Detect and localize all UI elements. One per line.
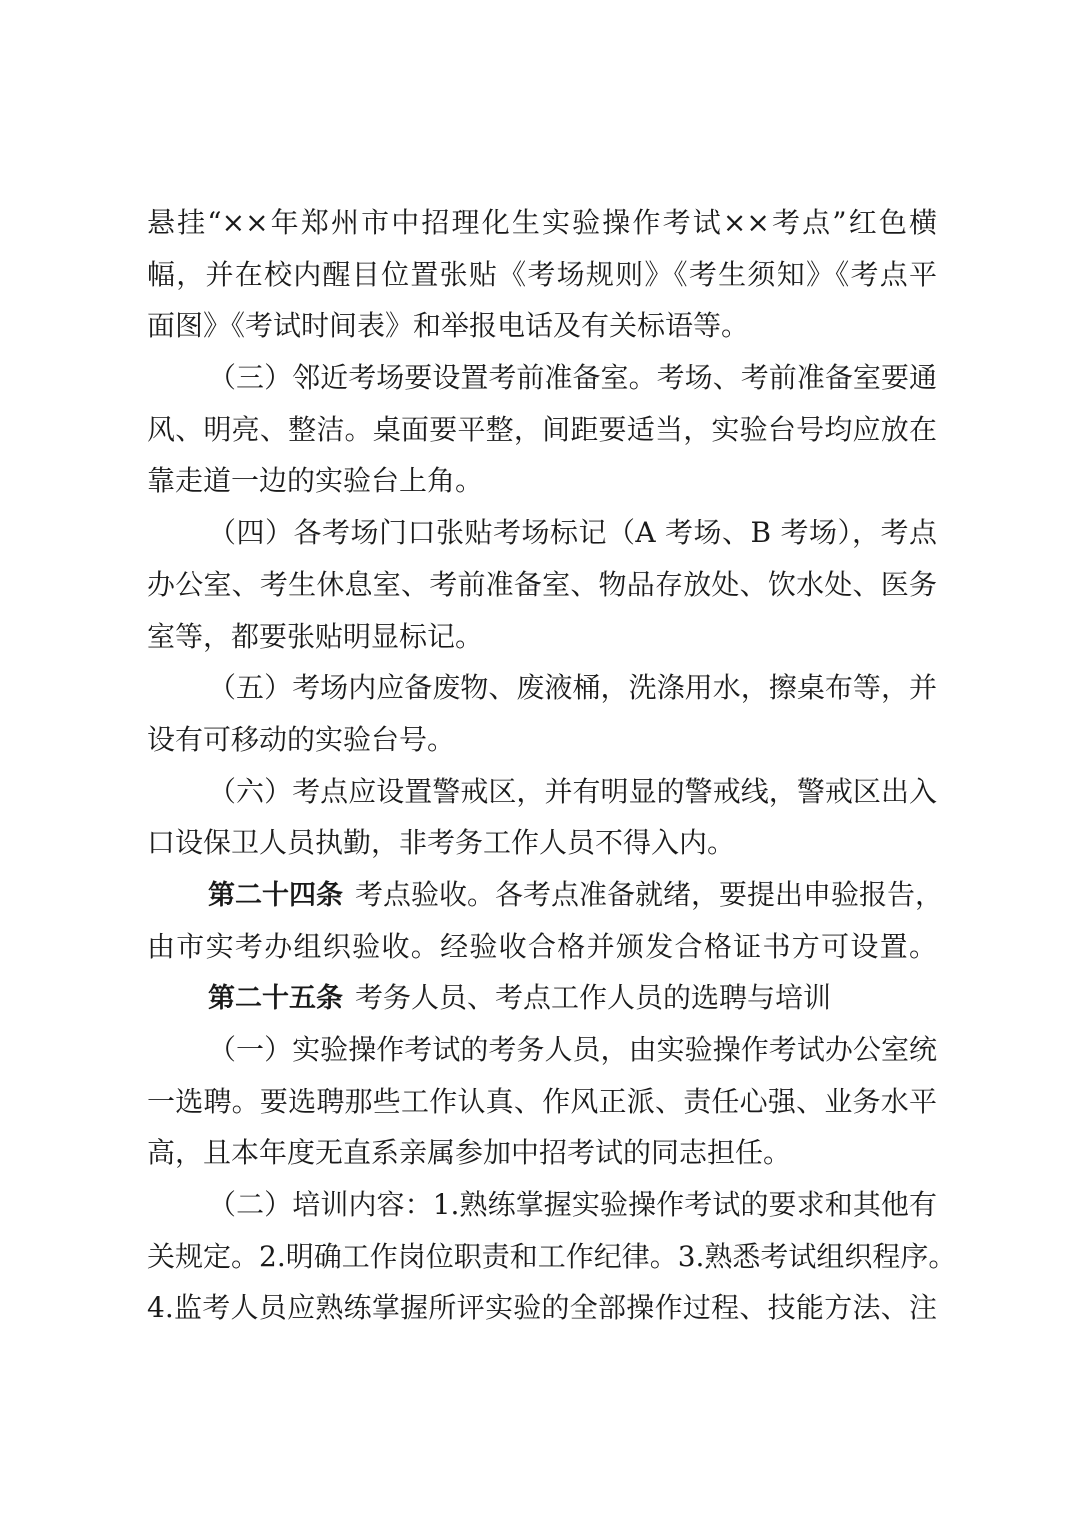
text-line: 风、明亮、整洁。桌面要平整，间距要适当，实验台号均应放在 — [147, 412, 937, 446]
text-line: （六）考点应设置警戒区，并有明显的警戒线，警戒区出入 — [208, 774, 937, 808]
text-line: 靠走道一边的实验台上角。 — [147, 464, 484, 498]
text-line: 4.监考人员应熟练掌握所评实验的全部操作过程、技能方法、注 — [147, 1291, 937, 1325]
article-24-line — [147, 869, 944, 921]
text-line: 高，且本年度无直系亲属参加中招考试的同志担任。 — [147, 1136, 792, 1170]
text-line: 幅，并在校内醒目位置张贴《考场规则》《考生须知》《考点平 — [147, 257, 937, 291]
text-line: （二）培训内容：1.熟练掌握实验操作考试的要求和其他有 — [208, 1188, 937, 1222]
article-text: 考点验收。各考点准备就绪，要提出申验报告， — [355, 877, 944, 911]
text-line: （一）实验操作考试的考务人员，由实验操作考试办公室统 — [208, 1033, 937, 1066]
text-line: （五）考场内应备废物、废液桶，洗涤用水，擦桌布等，并 — [208, 671, 937, 705]
text-line: 关规定。2.明确工作岗位职责和工作纪律。3.熟悉考试组织程序。 — [147, 1239, 957, 1273]
text-line: 悬挂“××年郑州市中招理化生实验操作考试××考点”红色横 — [147, 206, 937, 239]
article-25-line — [147, 972, 937, 1024]
article-text: 考务人员、考点工作人员的选聘与培训 — [355, 981, 832, 1015]
article-heading: 第二十五条 — [208, 983, 343, 1015]
text-line: 面图》《考试时间表》和举报电话及有关标语等。 — [147, 309, 750, 343]
text-line: 办公室、考生休息室、考前准备室、物品存放处、饮水处、医务 — [147, 567, 937, 601]
text-line: 室等，都要张贴明显标记。 — [147, 619, 484, 653]
document-body — [147, 197, 957, 1334]
text-line: 一选聘。要选聘那些工作认真、作风正派、责任心强、业务水平 — [147, 1084, 937, 1118]
text-line: 口设保卫人员执勤，非考务工作人员不得入内。 — [147, 826, 736, 860]
text-line: （四）各考场门口张贴考场标记（A 考场、B 考场），考点 — [208, 516, 937, 550]
text-line: 由市实考办组织验收。经验收合格并颁发合格证书方可设置。 — [147, 929, 937, 963]
text-line: （三）邻近考场要设置考前准备室。考场、考前准备室要通 — [208, 361, 937, 395]
article-heading: 第二十四条 — [208, 879, 343, 911]
text-line: 设有可移动的实验台号。 — [147, 722, 456, 756]
